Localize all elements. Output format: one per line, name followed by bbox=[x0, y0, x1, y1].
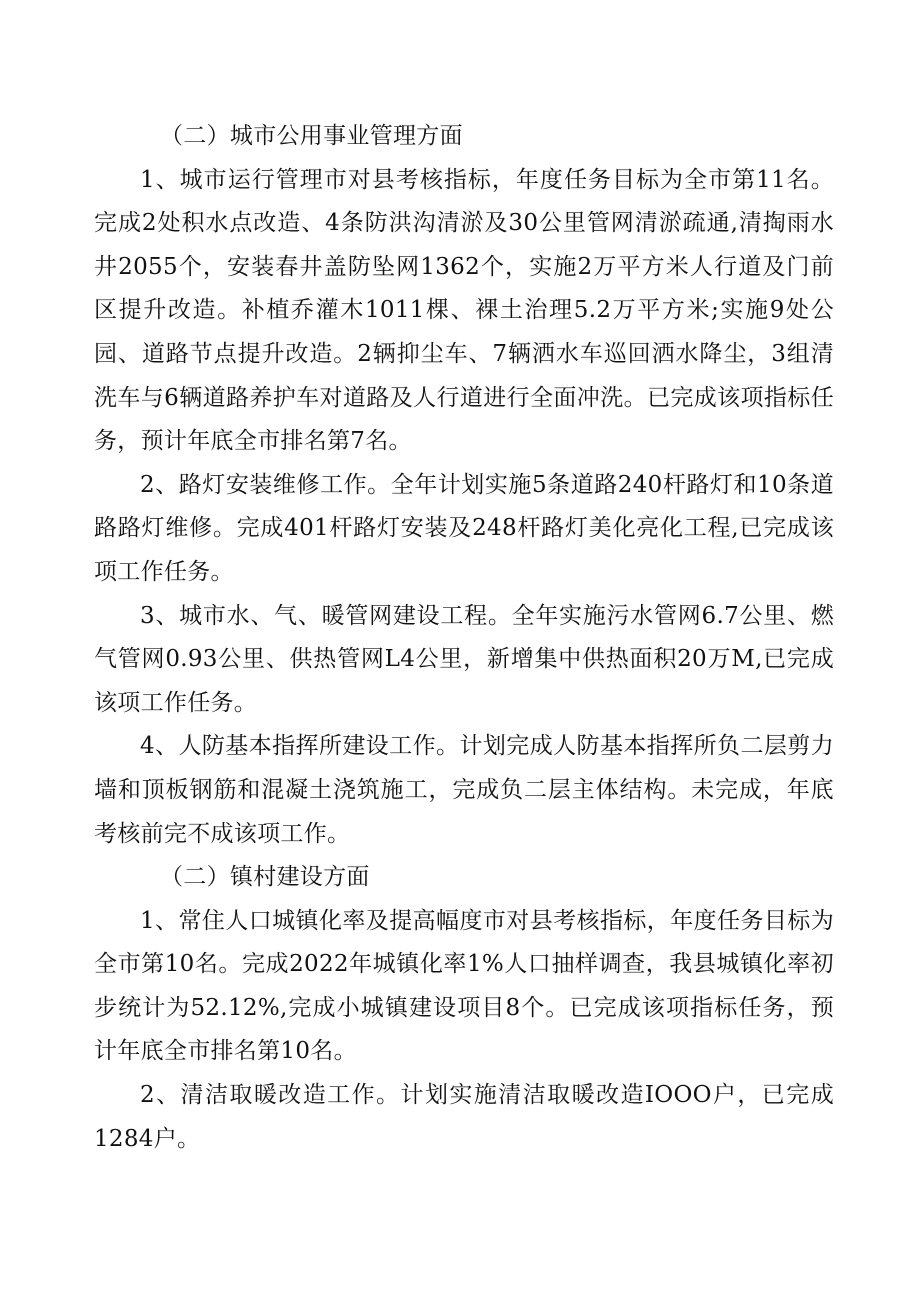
section-heading-public-utilities: （二）城市公用事业管理方面 bbox=[160, 123, 463, 149]
paragraph-pipe-network: 3、城市水、气、暖管网建设工程。全年实施污水管网6.7公里、燃气管网0.93公里、供热管网L4公里，新增集中供热面积20万M,已完成该项工作任务。 bbox=[94, 602, 834, 716]
paragraph-streetlights: 2、路灯安装维修工作。全年计划实施5条道路240杆路灯和10条道路路灯维修。完成401杆路灯安装及248杆路灯美化亮化工程,已完成该项工作任务。 bbox=[94, 471, 834, 585]
section-heading-town-village: （二）镇村建设方面 bbox=[160, 864, 370, 891]
paragraph-clean-heating: 2、清洁取暖改造工作。计划实施清洁取暖改造IOOO户，已完成1284户。 bbox=[94, 1082, 834, 1152]
paragraph-civil-defense: 4、人防基本指挥所建设工作。计划完成人防基本指挥所负二层剪力墙和顶板钢筋和混凝土浇筑施工，完成负二层主体结构。未完成，年底考核前完不成该项工作。 bbox=[94, 733, 834, 847]
document-body bbox=[94, 115, 834, 1161]
paragraph-urbanization-rate: 1、常住人口城镇化率及提高幅度市对县考核指标，年度任务目标为全市第10名。完成2022年城镇化率1%人口抽样调查，我县城镇化率初步统计为52.12%,完成小城镇建设项目8个。已完成该项指标任务，预计年底全市排名第10名。 bbox=[94, 907, 834, 1065]
paragraph-urban-operation: 1、城市运行管理市对县考核指标，年度任务目标为全市第11名。完成2处积水点改造、4条防洪沟清淤及30公里管网清淤疏通,清掏雨水井2055个，安装春井盖防坠网1362个，实施2万平方米人行道及门前区提升改造。补植乔灌木1011棵、裸土治理5.2万平方米;实施9处公园、道路节点提升改造。2辆抑尘车、7辆洒水车巡回洒水降尘，3组清洗车与6辆道路养护车对道路及人行道进行全面冲洗。已完成该项指标任务，预计年底全市排名第7名。 bbox=[94, 166, 834, 455]
